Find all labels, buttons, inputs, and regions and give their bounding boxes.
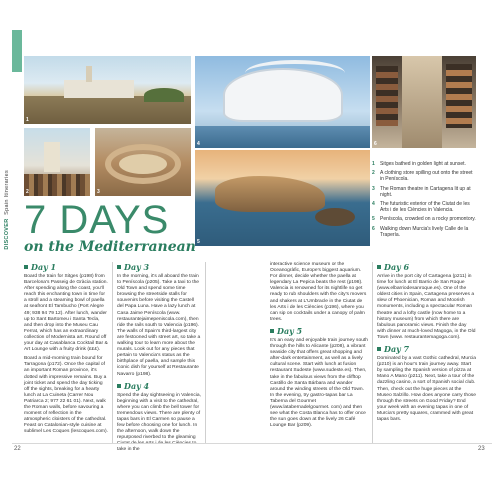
side-section: DISCOVER	[4, 218, 10, 250]
caption-number: 3	[372, 185, 375, 192]
bullet-square-icon	[117, 265, 121, 269]
caption-text: A clothing store spilling out onto the street in Peníscola.	[380, 170, 473, 183]
day-heading: Day 7	[377, 344, 476, 354]
column-day5	[270, 262, 368, 432]
photo-number: 4	[197, 141, 200, 147]
caption-item	[372, 216, 476, 222]
bullet-square-icon	[377, 347, 381, 351]
caption-item	[372, 161, 476, 167]
day-paragraph: Spend the day sightseeing in Valencia, beginning with a visit to the cathedral, where you can climb the bell tower for tremendous views. There are plenty of tapas bars in El Carmen so pause a few before choosing one for lunch. In the afternoon, walk down the repurposed riverbed to the gleaming take in the	[117, 392, 201, 453]
day-paragraph: Arrive in the port city of Cartagena (p211) in time for lunch at El Barrio de San Roque (www.elbarriodesanroque.es). One of the oldest cities in Spain, Cartagena preserves a slew of Phoenician, Roman and Moorish monuments, including a spectacular Roman theatre and a lofty castle (now home to a history museum) from which there are fabulous panoramic views. Finish the day with dinner at much-loved Magoga, in the Old Town (www. restaurantemagoga.com).	[377, 274, 476, 340]
day-paragraph: In the morning, it's all aboard the train to Peníscola (p205). Take a taxi to the Old Town and spend some time browsing the streetside stalls for souvenirs before visiting the Castell del Papa Luna. Have a lazy lunch at Casa Jaime Peníscola (www. restaurantejaimepeniscola.com), then ride the rails south to Valencia (p196). The walls of Spain's third-largest city are festooned with street art, so take a walking tour to learn more about the murals. Look out for any pieces that pertain to Valencia's status as the birthplace of paella, and sample this iconic dish for yourself at Restaurante Navarro (p198).	[117, 274, 201, 377]
page-subtitle: on the Mediterranean	[24, 239, 196, 255]
caption-number: 2	[372, 170, 375, 177]
day-heading: Day 1	[24, 262, 108, 272]
day-heading: Day 4	[117, 381, 201, 391]
day-heading: Day 5	[270, 326, 368, 336]
photo-roman-theatre	[95, 128, 191, 196]
day-paragraph: interactive science museum or the Oceanogràfic, Europe's biggest aquarium. For dinner, decide whether the paella at legendary La Pepica beats the rest (p198). Valencia is renowned for its nightlife so get ready to rub shoulders with the city's movers and shakers at L'Umbracle in the Ciutat de les Arts i de les Ciències (p196), where you can sip on cocktails under a canopy of palm trees.	[270, 262, 367, 322]
photo-number: 5	[197, 239, 200, 245]
caption-number: 6	[372, 225, 375, 232]
day-heading: Day 3	[117, 262, 201, 272]
photo-number: 3	[97, 189, 100, 195]
caption-item	[372, 201, 476, 213]
caption-text: The Roman theatre in Cartagena lit up at night.	[380, 185, 471, 198]
bottom-rule	[12, 443, 492, 444]
page-number-right: 23	[478, 446, 485, 452]
photo-peniscola-store	[24, 128, 90, 196]
column-divider	[372, 262, 373, 444]
page-number-left: 22	[14, 446, 21, 452]
section-tab	[12, 30, 22, 72]
day-heading: Day 6	[377, 262, 476, 272]
caption-text: Peníscola, crowded on a rocky promontory.	[380, 216, 476, 223]
photo-number: 6	[374, 141, 377, 147]
side-label	[4, 170, 18, 290]
side-region: Spain Itineraries	[4, 170, 10, 215]
caption-item	[372, 186, 476, 198]
photo-sitges	[24, 56, 191, 124]
photo-peniscola-promontory	[195, 150, 370, 246]
column-day1	[24, 262, 108, 438]
photo-murcia-street	[372, 56, 476, 148]
caption-number: 1	[372, 161, 375, 167]
caption-text: Walking down Murcia's lively Calle de la Trapería.	[380, 225, 469, 238]
caption-item	[372, 170, 476, 182]
caption-text: Sitges bathed in golden light at sunset.	[380, 161, 466, 167]
bullet-square-icon	[270, 329, 274, 333]
photo-ciutat-arts	[195, 56, 370, 148]
bullet-square-icon	[24, 265, 28, 269]
bullet-square-icon	[117, 384, 121, 388]
day-paragraph: It's an easy and enjoyable train journey south through the hills to Alicante (p208), a vibrant seaside city that offers great shopping and after-dark entertainment, as well as a lively cultural scene. Start with lunch at fusion restaurant Sudeste (www.sudeste.es). Then, take in the fabulous views from the clifftop Castillo de Santa Bárbara and wander around the winding streets of the Old Town. In the evening, try gastro-tapas bar La Taberna del Gourmet (www.latabernadelgourmet. com) and then see what the Costa Blanca has to offer once the sun goes down at the lively 26 Café Lounge Bar (p209).	[270, 337, 368, 429]
caption-text: The futuristic exterior of the Ciutat de les Arts i de les Ciències in Valencia.	[380, 201, 470, 214]
column-day3	[117, 262, 201, 457]
caption-number: 4	[372, 201, 375, 208]
caption-item	[372, 226, 476, 238]
page-title: 7 DAYS	[24, 198, 170, 242]
day-paragraph: Board the train for Sitges (p198) from Barcelona's Passeig de Gràcia station. After spending along the coast, you'll reach this enchanting town in time for a stroll and a steaming bowl of paella at seafront El Tambucho (Port Alegre 49; 938 94 79 12). After lunch, wander up to Sant Bartomeu i Santa Tecla, and then drop into the Museu Cau Ferrat, which has an extraordinary collection of Modernista art. Round off your day at Casablanca Cocktail Bar & Art Lounge with a fruity drink (£££).	[24, 274, 108, 353]
column-divider	[205, 262, 206, 444]
photo-captions	[372, 161, 476, 241]
column-day6	[377, 262, 476, 426]
day-paragraph: Board a mid-morning train bound for Tarragona (p172). Once the capital of an important Roman province, it's dotted with impressive remains. Buy a joint ticket and spend the day ticking off the sights, breaking for a hearty lunch at La Cuineta (Carrer Nou Patriarca 2; 977 22 61 01). Next, walk the Roman walls, before savouring a moment of reflection in the atmospheric cloisters of the cathedral. Feast on Catalonian-style cuisine at sublimel Les Coques (lescoques.com).	[24, 356, 108, 435]
day-paragraph: Dominated by a vast Gothic cathedral, Murcia (p210) is an hour's train journey away. Start by sampling the Spanish version of pizza at Mano A Mano (p211). Next, take a tour of the dazzling casino, a sort of Spanish social club. Then, check out the huge pieces at the Museo Salzillo. How does anyone carry those through the streets on Good Friday? End your week with an evening tapas in one of Murcia's pretty squares, crammed with great tapas bars.	[377, 356, 476, 422]
column-divider	[112, 262, 113, 444]
bullet-square-icon	[377, 265, 381, 269]
photo-number: 1	[26, 117, 29, 123]
photo-number: 2	[26, 189, 29, 195]
caption-number: 5	[372, 216, 375, 223]
